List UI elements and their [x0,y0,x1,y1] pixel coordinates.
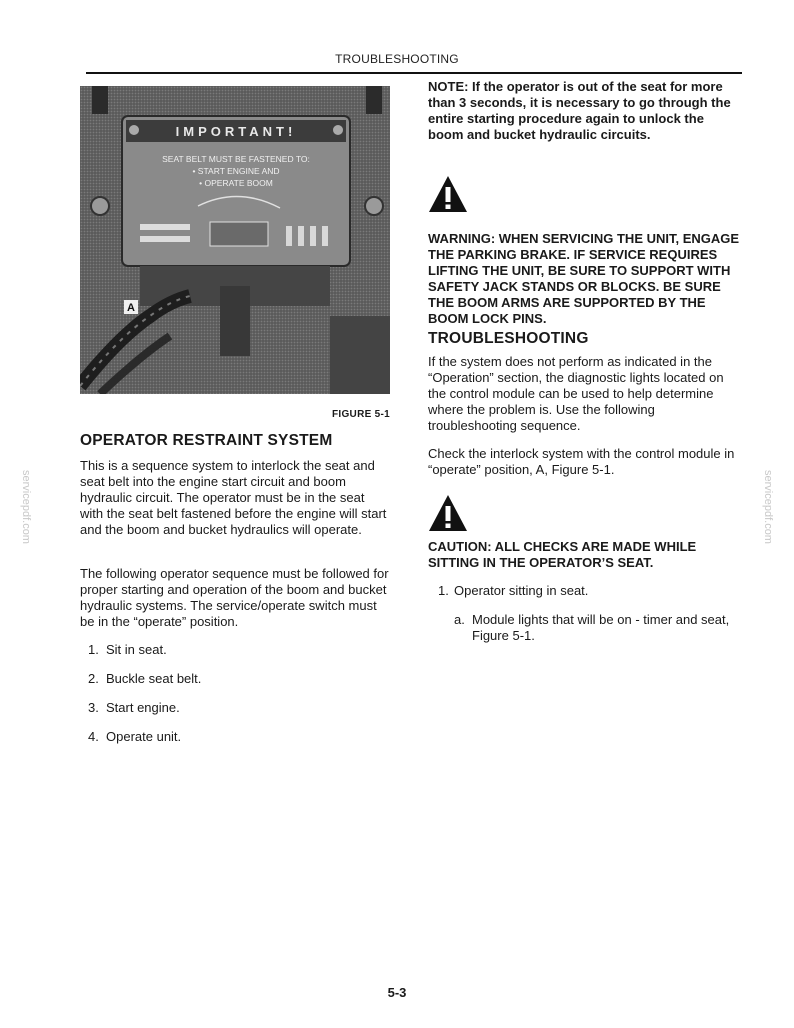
troubleshooting-para-2: Check the interlock system with the control module in “operate” position, A, Figure 5-1. [428,446,735,477]
svg-text:• OPERATE BOOM: • OPERATE BOOM [199,178,273,188]
operator-restraint-heading: OPERATOR RESTRAINT SYSTEM [80,432,333,449]
operator-sequence-list [88,642,388,758]
svg-text:• START ENGINE AND: • START ENGINE AND [192,166,280,176]
operator-restraint-para-2: The following operator sequence must be followed for proper starting and operation of the boom and bucket hydraulic systems. The service/operate switch must be in the “operate” position. [80,566,389,629]
header-rule [86,72,742,74]
check-step-1a: a. Module lights that will be on - timer and seat, Figure 5-1. [454,612,730,643]
watermark-left: servicepdf.com [20,470,32,544]
note-text: NOTE: If the operator is out of the seat for more than 3 seconds, it is necessary to go through the entire starting procedure again to unlock the boom and bucket hydraulic circuits. [428,79,731,142]
check-step-1: 1. Operator sitting in seat. [438,583,589,598]
list-item: 4. Operate unit. [88,729,182,744]
list-item: 2. Buckle seat belt. [88,671,202,686]
warning-icon [428,175,468,213]
caution-icon [428,494,468,532]
caution-text: CAUTION: ALL CHECKS ARE MADE WHILE SITTING IN THE OPERATOR’S SEAT. [428,539,697,570]
page-number: 5-3 [387,985,407,1000]
figure-photo [80,86,390,394]
svg-text:SEAT BELT MUST BE FASTENED TO:: SEAT BELT MUST BE FASTENED TO: [162,154,310,164]
list-item: 3. Start engine. [88,700,180,715]
callout-a: A [127,302,135,314]
operator-restraint-para-1: This is a sequence system to interlock the seat and seat belt into the engine start circuit and boom hydraulic circuit. The operator must be in the seat with the seat belt fastened before the engine will start and the boom and bucket hydraulics will operate. [80,458,387,537]
watermark-right: servicepdf.com [762,470,774,544]
figure-label: FIGURE 5-1 [331,409,390,420]
warning-text: WARNING: WHEN SERVICING THE UNIT, ENGAGE THE PARKING BRAKE. IF SERVICE REQUIRES LIFTING THE UNIT, BE SURE TO SUPPORT WITH SAFETY JACK STANDS OR BLOCKS. BE SURE THE BOOM ARMS ARE SUPPORTED BY THE BOOM LOCK PINS. [428,231,740,326]
page-header-title: TROUBLESHOOTING [335,52,459,66]
list-item: 1. Sit in seat. [88,642,167,657]
troubleshooting-para-1: If the system does not perform as indicated in the “Operation” section, the diagnostic lights located on the control module can be used to help determine where the problem is. Use the following troubleshooting sequence. [428,354,724,433]
troubleshooting-heading: TROUBLESHOOTING [428,330,589,347]
panel-title-text: IMPORTANT! [175,124,297,139]
